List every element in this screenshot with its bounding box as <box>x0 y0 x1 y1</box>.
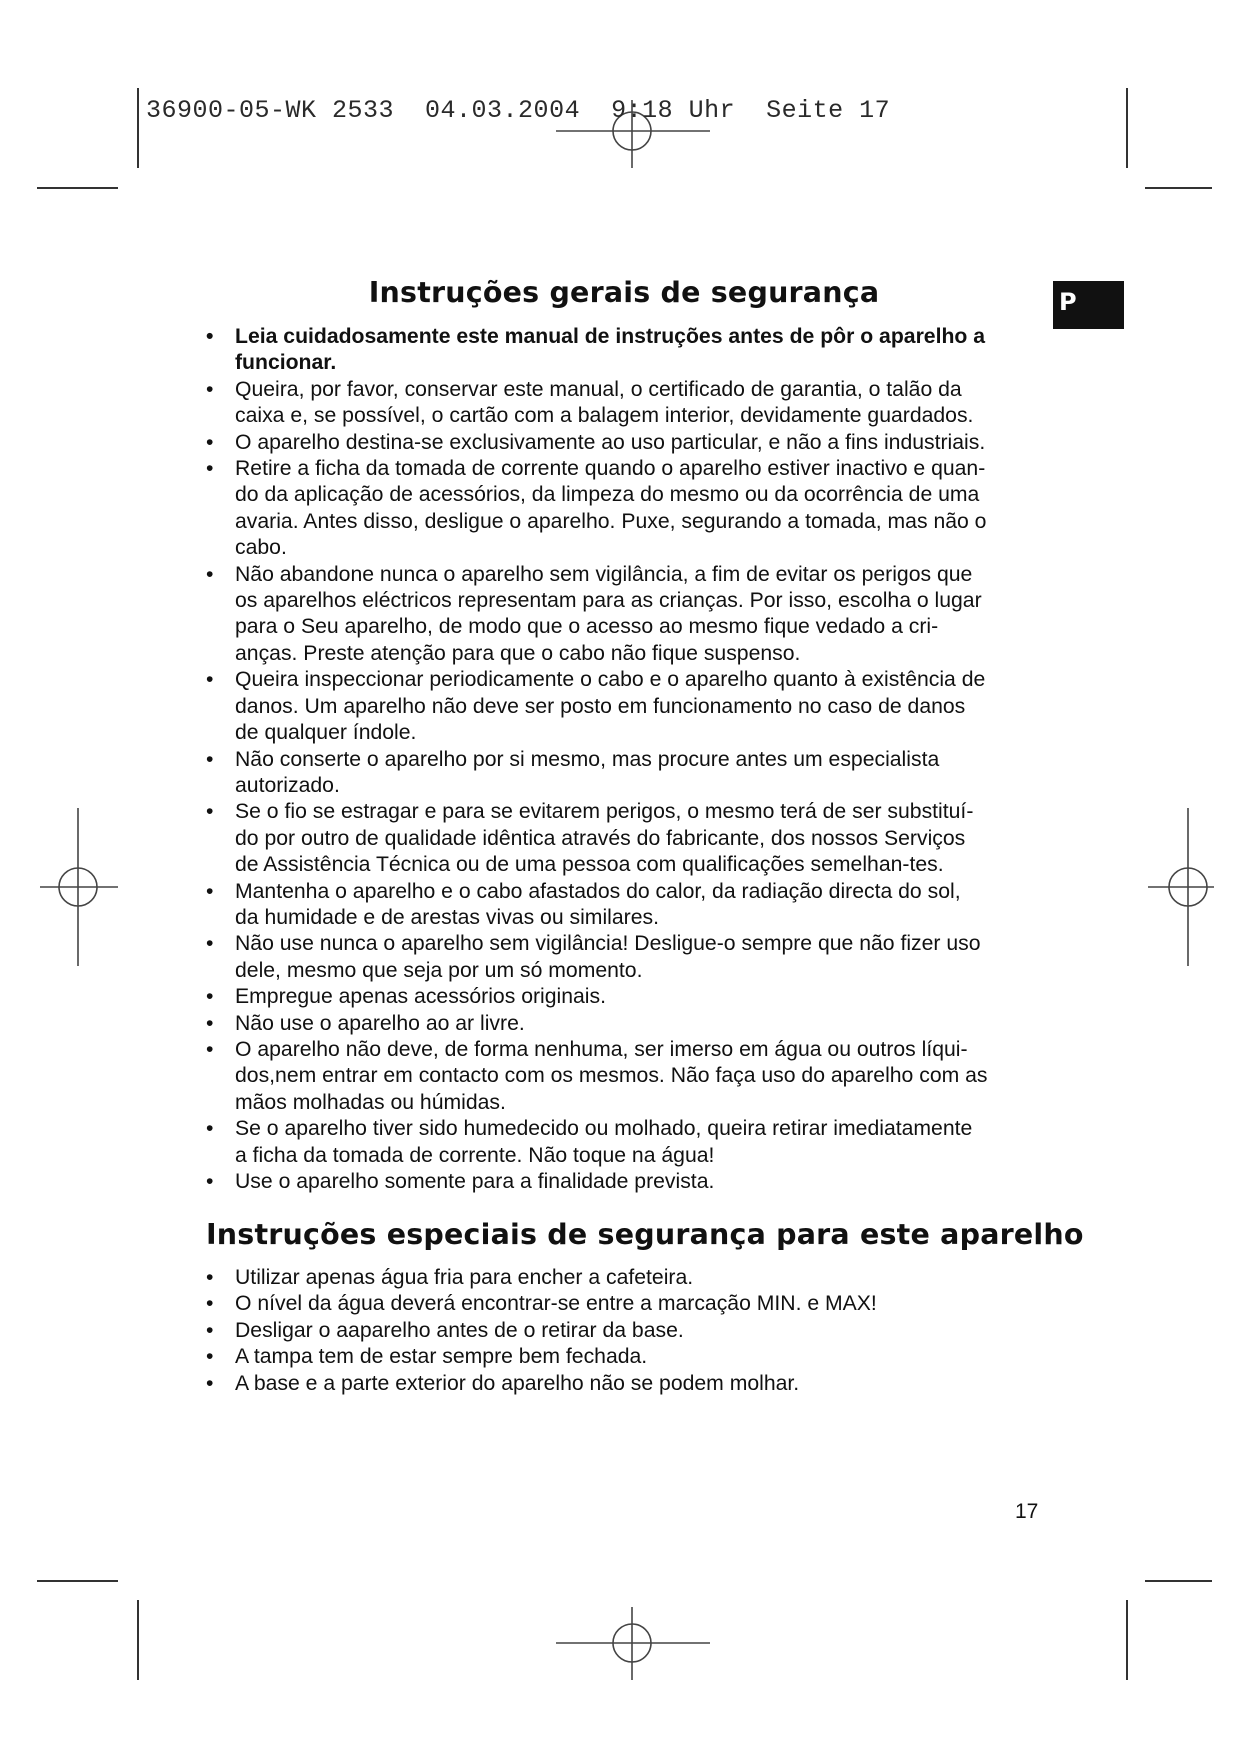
list-item-line: funcionar. <box>235 351 337 375</box>
list-item-line: do da aplicação de acessórios, da limpeza do mesmo ou da ocorrência de uma <box>235 483 980 507</box>
list-item-line: Desligar o aaparelho antes de o retirar da base. <box>235 1318 684 1342</box>
general-safety-item <box>206 430 1056 456</box>
list-item-line: Se o fio se estragar e para se evitarem perigos, o mesmo terá de ser substituí- <box>235 800 974 824</box>
special-safety-item <box>206 1265 1056 1291</box>
general-safety-item <box>206 931 1056 984</box>
general-safety-item <box>206 456 1056 562</box>
list-item-line: Retire a ficha da tomada de corrente quando o aparelho estiver inactivo e quan- <box>235 457 986 481</box>
general-safety-item <box>206 799 1056 878</box>
print-slug-header: 36900-05-WK 2533 04.03.2004 9:18 Uhr Seite 17 <box>146 96 891 125</box>
special-safety-item <box>206 1318 1056 1344</box>
registration-target-bottom <box>556 1607 710 1680</box>
list-item-line: dele, mesmo que seja por um só momento. <box>235 958 643 982</box>
list-item-line: O aparelho não deve, de forma nenhuma, ser imerso em água ou outros líqui- <box>235 1037 968 1061</box>
list-item-line: cabo. <box>235 536 287 560</box>
list-item-line: Se o aparelho tiver sido humedecido ou molhado, queira retirar imediatamente <box>235 1117 973 1141</box>
list-item-line: anças. Preste atenção para que o cabo não fique suspenso. <box>235 641 801 665</box>
list-item-line: A base e a parte exterior do aparelho não se podem molhar. <box>235 1371 800 1395</box>
general-safety-item <box>206 1011 1056 1037</box>
list-item-line: danos. Um aparelho não deve ser posto em funcionamento no caso de danos <box>235 694 966 718</box>
general-safety-item <box>206 667 1056 746</box>
list-item-line: O aparelho destina-se exclusivamente ao uso particular, e não a fins industriais. <box>235 430 986 454</box>
special-safety-item <box>206 1371 1056 1397</box>
list-item-line: Queira, por favor, conservar este manual, o certificado de garantia, o talão da <box>235 377 962 401</box>
list-item-line: O nível da água deverá encontrar-se entre a marcação MIN. e MAX! <box>235 1292 877 1316</box>
list-item-line: Não conserte o aparelho por si mesmo, mas procure antes um especialista <box>235 747 940 771</box>
list-item-line: do por outro de qualidade idêntica através do fabricante, dos nossos Serviços <box>235 826 966 850</box>
general-safety-item <box>206 377 1056 430</box>
list-item-line: da humidade e de arestas vivas ou similares. <box>235 905 659 929</box>
special-safety-title: Instruções especiais de segurança para este aparelho <box>206 1218 1084 1251</box>
list-item-line: avaria. Antes disso, desligue o aparelho. Puxe, segurando a tomada, mas não o <box>235 509 987 533</box>
list-item-line: para o Seu aparelho, de modo que o acesso ao mesmo fique vedado a cri- <box>235 615 939 639</box>
list-item-line: Não use nunca o aparelho sem vigilância! Desligue-o sempre que não fizer uso <box>235 932 981 956</box>
general-safety-item <box>206 562 1056 668</box>
list-item-line: de qualquer índole. <box>235 721 417 745</box>
list-item-line: Utilizar apenas água fria para encher a cafeteira. <box>235 1266 694 1289</box>
special-safety-item <box>206 1344 1056 1370</box>
list-item-line: Mantenha o aparelho e o cabo afastados do calor, da radiação directa do sol, <box>235 879 961 903</box>
language-tab: P <box>1053 281 1124 329</box>
list-item-line: Leia cuidadosamente este manual de instruções antes de pôr o aparelho a <box>235 325 986 348</box>
registration-target-right <box>1148 808 1214 966</box>
list-item-line: caixa e, se possível, o cartão com a balagem interior, devidamente guardados. <box>235 404 974 428</box>
list-item-line: Queira inspeccionar periodicamente o cabo e o aparelho quanto à existência de <box>235 668 986 692</box>
list-item-line: mãos molhadas ou húmidas. <box>235 1090 506 1114</box>
list-item-line: Não abandone nunca o aparelho sem vigilância, a fim de evitar os perigos que <box>235 562 973 586</box>
list-item-line: Não use o aparelho ao ar livre. <box>235 1011 525 1035</box>
general-safety-item <box>206 747 1056 800</box>
list-item-line: de Assistência Técnica ou de uma pessoa com qualificações semelhan-tes. <box>235 853 944 877</box>
general-safety-item <box>206 984 1056 1010</box>
general-safety-item <box>206 1037 1056 1116</box>
list-item-line: os aparelhos eléctricos representam para as crianças. Por isso, escolha o lugar <box>235 589 982 613</box>
general-safety-item <box>206 324 1056 377</box>
special-safety-item <box>206 1291 1056 1317</box>
general-safety-title: Instruções gerais de segurança <box>368 276 880 309</box>
general-safety-item <box>206 1116 1056 1169</box>
list-item-line: Use o aparelho somente para a finalidade prevista. <box>235 1170 715 1193</box>
list-item-line: a ficha da tomada de corrente. Não toque na água! <box>235 1143 715 1167</box>
list-item-line: autorizado. <box>235 773 340 797</box>
special-safety-list <box>206 1265 1056 1397</box>
list-item-line: dos,nem entrar em contacto com os mesmos. Não faça uso do aparelho com as <box>235 1064 988 1088</box>
general-safety-item <box>206 879 1056 932</box>
page-number: 17 <box>1015 1500 1039 1523</box>
general-safety-item <box>206 1169 1056 1195</box>
list-item-line: Empregue apenas acessórios originais. <box>235 985 606 1009</box>
registration-target-left <box>40 808 118 966</box>
list-item-line: A tampa tem de estar sempre bem fechada. <box>235 1345 648 1369</box>
general-safety-list <box>206 324 1056 1195</box>
